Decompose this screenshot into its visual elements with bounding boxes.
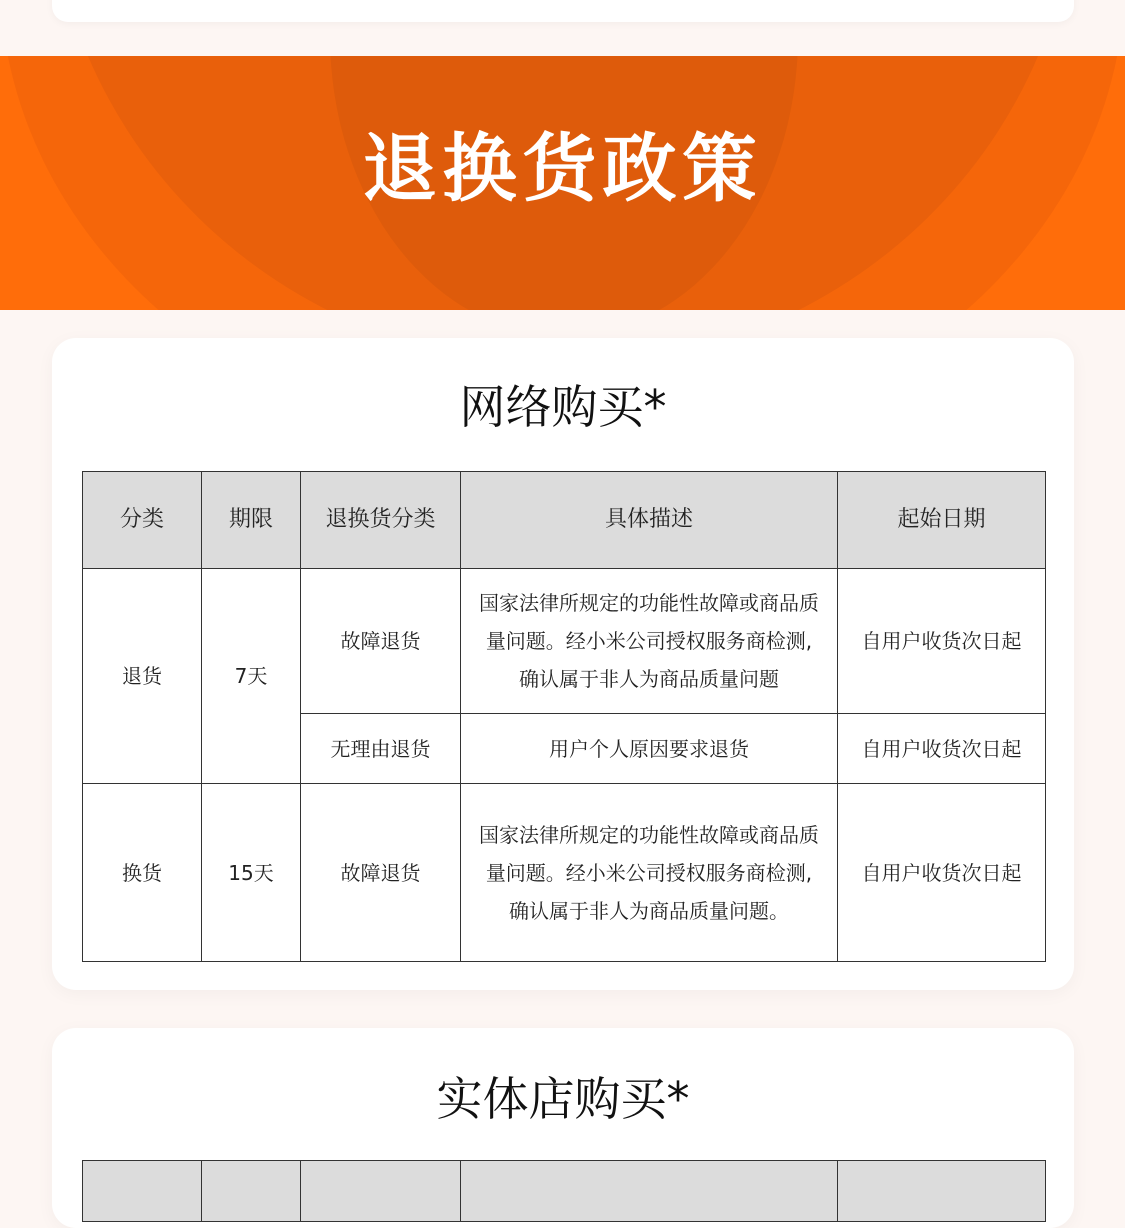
online-policy-table [82, 471, 1046, 962]
header-description: 具体描述 [461, 472, 838, 569]
header-cell [461, 1161, 838, 1222]
cell-category: 换货 [83, 784, 202, 962]
online-purchase-title: 网络购买* [459, 380, 667, 434]
cell-type: 故障退货 [301, 569, 461, 714]
store-purchase-card [52, 1028, 1074, 1228]
store-policy-table [82, 1160, 1046, 1222]
previous-card [52, 0, 1074, 22]
cell-description: 国家法律所规定的功能性故障或商品质量问题。经小米公司授权服务商检测, 确认属于非人为商品质量问题 [461, 569, 838, 714]
cell-start-date: 自用户收货次日起 [838, 714, 1046, 784]
header-type: 退换货分类 [301, 472, 461, 569]
cell-type: 无理由退货 [301, 714, 461, 784]
header-cell [301, 1161, 461, 1222]
policy-banner [0, 56, 1125, 310]
header-start-date: 起始日期 [838, 472, 1046, 569]
cell-description: 用户个人原因要求退货 [461, 714, 838, 784]
cell-period: 7天 [202, 569, 301, 784]
cell-type: 故障退货 [301, 784, 461, 962]
banner-title: 退换货政策 [362, 126, 763, 212]
cell-period: 15天 [202, 784, 301, 962]
header-category: 分类 [83, 472, 202, 569]
table-header-row [83, 1161, 1046, 1222]
table-header-row [83, 472, 1046, 569]
cell-category: 退货 [83, 569, 202, 784]
header-cell [202, 1161, 301, 1222]
table-row [83, 784, 1046, 962]
header-period: 期限 [202, 472, 301, 569]
cell-start-date: 自用户收货次日起 [838, 569, 1046, 714]
store-purchase-title: 实体店购买* [436, 1072, 690, 1126]
header-cell [83, 1161, 202, 1222]
online-purchase-card [52, 338, 1074, 990]
table-row [83, 569, 1046, 714]
cell-description: 国家法律所规定的功能性故障或商品质量问题。经小米公司授权服务商检测, 确认属于非人为商品质量问题。 [461, 784, 838, 962]
cell-start-date: 自用户收货次日起 [838, 784, 1046, 962]
header-cell [838, 1161, 1046, 1222]
